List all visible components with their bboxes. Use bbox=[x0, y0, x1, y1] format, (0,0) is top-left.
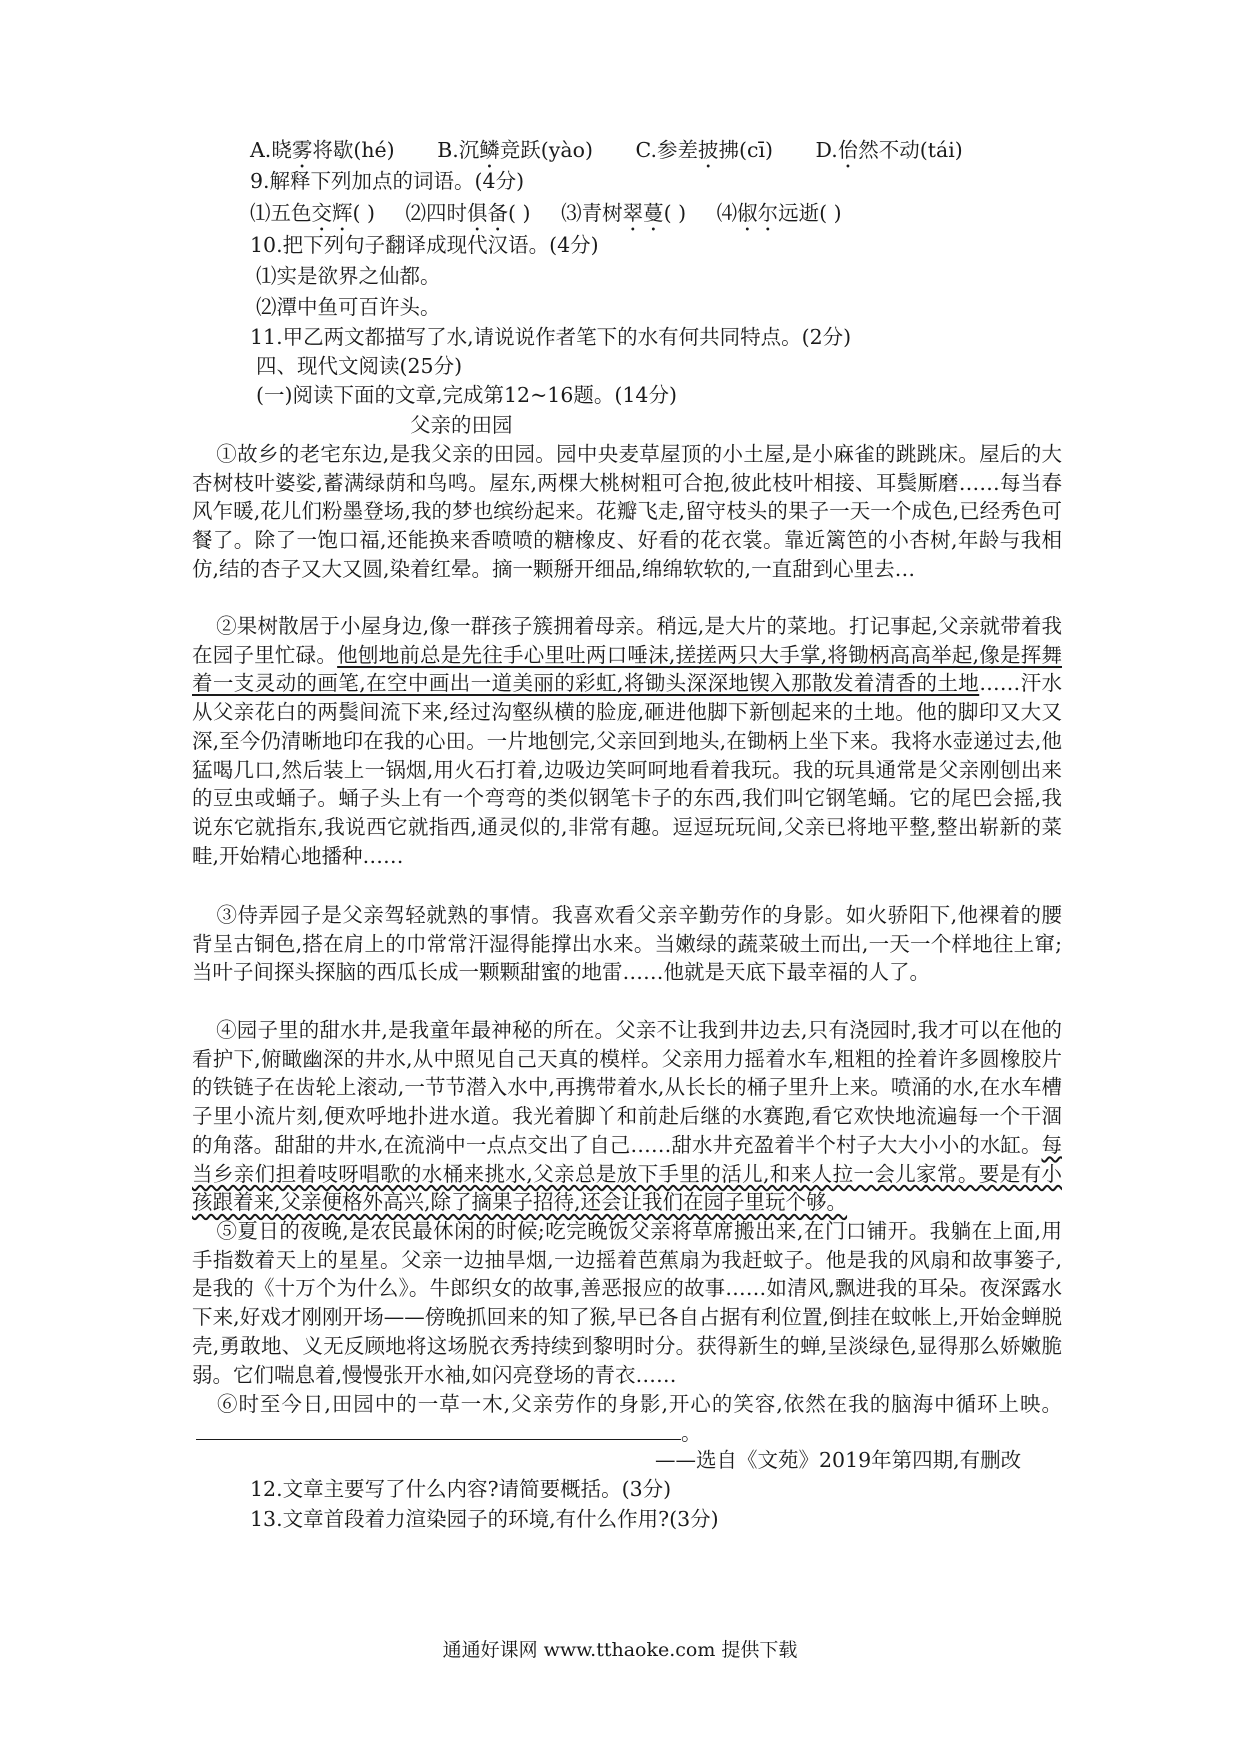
q10-stem: 10.把下列句子翻译成现代汉语。(4分) bbox=[250, 233, 599, 257]
q12-stem: 12.文章主要写了什么内容?请简要概括。(3分) bbox=[250, 1477, 672, 1501]
underlined-sentence-2: 每当乡亲们担着吱呀唱歌的水桶来挑水,父亲总是放下手里的活儿,和来人拉一会儿家常。要是有小孩跟着来,父亲便格外高兴,除了摘果子招待,还会让我们在园子里玩个够。 bbox=[192, 1132, 1062, 1215]
page-footer: 通通好课网 www.tthaoke.com 提供下载 bbox=[442, 1639, 798, 1661]
article-paragraph-6: ⑥时至今日,田园中的一草一木,父亲劳作的身影,开心的笑容,依然在我的脑海中循环上映。。 bbox=[192, 1390, 1062, 1447]
q9-item-4: ⑷俶尔远逝( ) bbox=[716, 201, 842, 225]
article-paragraph-2: ②果树散居于小屋身边,像一群孩子簇拥着母亲。稍远,是大片的菜地。打记事起,父亲就带着我在园子里忙碌。他刨地前总是先往手心里吐两口唾沫,搓搓两只大手掌,将锄柄高高举起,像是挥舞着一支灵动的画笔,在空中画出一道美丽的彩虹,将锄头深深地锲入那散发着清香的土地……汗水从父亲花白的两鬓间流下来,经过沟壑纵横的脸庞,砸进他脚下新刨起来的土地。他的脚印又大又深,至今仍清晰地印在我的心田。一片地刨完,父亲回到地头,在锄柄上坐下来。我将水壶递过去,他猛喝几口,然后装上一锅烟,用火石打着,边吸边笑呵呵地看着我玩。我的玩具通常是父亲刚刨出来的豆虫或蛹子。蛹子头上有一个弯弯的类似钢笔卡子的东西,我们叫它钢笔蛹。它的尾巴会摇,我说东它就指东,我说西它就指西,通灵似的,非常有趣。逗逗玩玩间,父亲已将地平整,整出崭新的菜畦,开始精心地播种…… bbox=[192, 614, 1063, 868]
q9-item-2: ⑵四时俱备( ) bbox=[405, 201, 531, 225]
option-c: C.参差披拂(cī) bbox=[635, 138, 774, 162]
option-a: A.晓雾将歇(hé) bbox=[250, 138, 395, 162]
q9-item-1: ⑴五色交辉( ) bbox=[250, 201, 376, 225]
q9-item-3: ⑶青树翠蔓( ) bbox=[561, 201, 687, 225]
option-d: D.佁然不动(tái) bbox=[815, 138, 963, 162]
q9-stem: 9.解释下列加点的词语。(4分) bbox=[250, 169, 525, 193]
article-paragraph-1: ①故乡的老宅东边,是我父亲的田园。园中央麦草屋顶的小土屋,是小麻雀的跳跳床。屋后的大杏树枝叶婆娑,蓄满绿荫和鸟鸣。屋东,两棵大桃树粗可合抱,彼此枝叶相接、耳鬓厮磨……每当春风乍暖,花儿们粉墨登场,我的梦也缤纷起来。花瓣飞走,留守枝头的果子一天一个成色,已经秀色可餐了。除了一饱口福,还能换来香喷喷的糖橡皮、好看的花衣裳。靠近篱笆的小杏树,年龄与我相仿,结的杏子又大又圆,染着红晕。摘一颗掰开细品,绵绵软软的,一直甜到心里去… bbox=[192, 442, 1062, 581]
q13-stem: 13.文章首段着力渲染园子的环境,有什么作用?(3分) bbox=[250, 1507, 719, 1531]
article-paragraph-5: ⑤夏日的夜晚,是农民最休闲的时候;吃完晚饭父亲将草席搬出来,在门口铺开。我躺在上面,用手指数着天上的星星。父亲一边抽旱烟,一边摇着芭蕉扇为我赶蚊子。他是我的风扇和故事篓子,是我的《十万个为什么》。牛郎织女的故事,善恶报应的故事……如清风,飘进我的耳朵。夜深露水下来,好戏才刚刚开场——傍晚抓回来的知了猴,早已各自占据有利位置,倒挂在蚊帐上,开始金蝉脱壳,勇敢地、义无反顾地将这场脱衣秀持续到黎明时分。获得新生的蝉,呈淡绿色,显得那么娇嫩脆弱。它们喘息着,慢慢张开水袖,如闪亮登场的青衣…… bbox=[192, 1219, 1062, 1387]
section-heading: 四、现代文阅读(25分) bbox=[256, 354, 463, 378]
q10-sentence-2: ⑵潭中鱼可百许头。 bbox=[256, 295, 441, 319]
article-paragraph-3: ③侍弄园子是父亲驾轻就熟的事情。我喜欢看父亲辛勤劳作的身影。如火骄阳下,他裸着的腰背呈古铜色,搭在肩上的巾常常汗湿得能撑出水来。当嫩绿的蔬菜破土而出,一天一个样地往上窜;当叶子间探头探脑的西瓜长成一颗颗甜蜜的地雷……他就是天底下最幸福的人了。 bbox=[192, 903, 1062, 985]
option-b: B.沉鳞竞跃(yào) bbox=[437, 138, 593, 162]
answer-blank[interactable] bbox=[196, 1421, 681, 1440]
article-paragraph-4: ④园子里的甜水井,是我童年最神秘的所在。父亲不让我到井边去,只有浇园时,我才可以在他的看护下,俯瞰幽深的井水,从中照见自己天真的模样。父亲用力摇着水车,粗粗的拴着许多圆橡胶片的铁链子在齿轮上滚动,一节节潜入水中,再携带着水,从长长的桶子里升上来。喷涌的水,在水车槽子里小流片刻,便欢呼地扑进水道。我光着脚丫和前赴后继的水赛跑,看它欢快地流遍每一个干涸的角落。甜甜的井水,在流淌中一点点交出了自己……甜水井充盈着半个村子大大小小的水缸。每当乡亲们担着吱呀唱歌的水桶来挑水,父亲总是放下手里的活儿,和来人拉一会儿家常。要是有小孩跟着来,父亲便格外高兴,除了摘果子招待,还会让我们在园子里玩个够。 bbox=[192, 1018, 1062, 1215]
underlined-sentence-1: 他刨地前总是先往手心里吐两口唾沫,搓搓两只大手掌,将锄柄高高举起,像是挥舞着一支灵动的画笔,在空中画出一道美丽的彩虹,将锄头深深地锲入那散发着清香的土地 bbox=[192, 642, 1062, 696]
article-title: 父亲的田园 bbox=[410, 413, 513, 437]
subsection-heading: (一)阅读下面的文章,完成第12~16题。(14分) bbox=[256, 383, 677, 407]
q11-stem: 11.甲乙两文都描写了水,请说说作者笔下的水有何共同特点。(2分) bbox=[250, 325, 852, 349]
q10-sentence-1: ⑴实是欲界之仙都。 bbox=[256, 264, 441, 288]
article-source: ——选自《文苑》2019年第四期,有删改 bbox=[655, 1448, 1022, 1472]
